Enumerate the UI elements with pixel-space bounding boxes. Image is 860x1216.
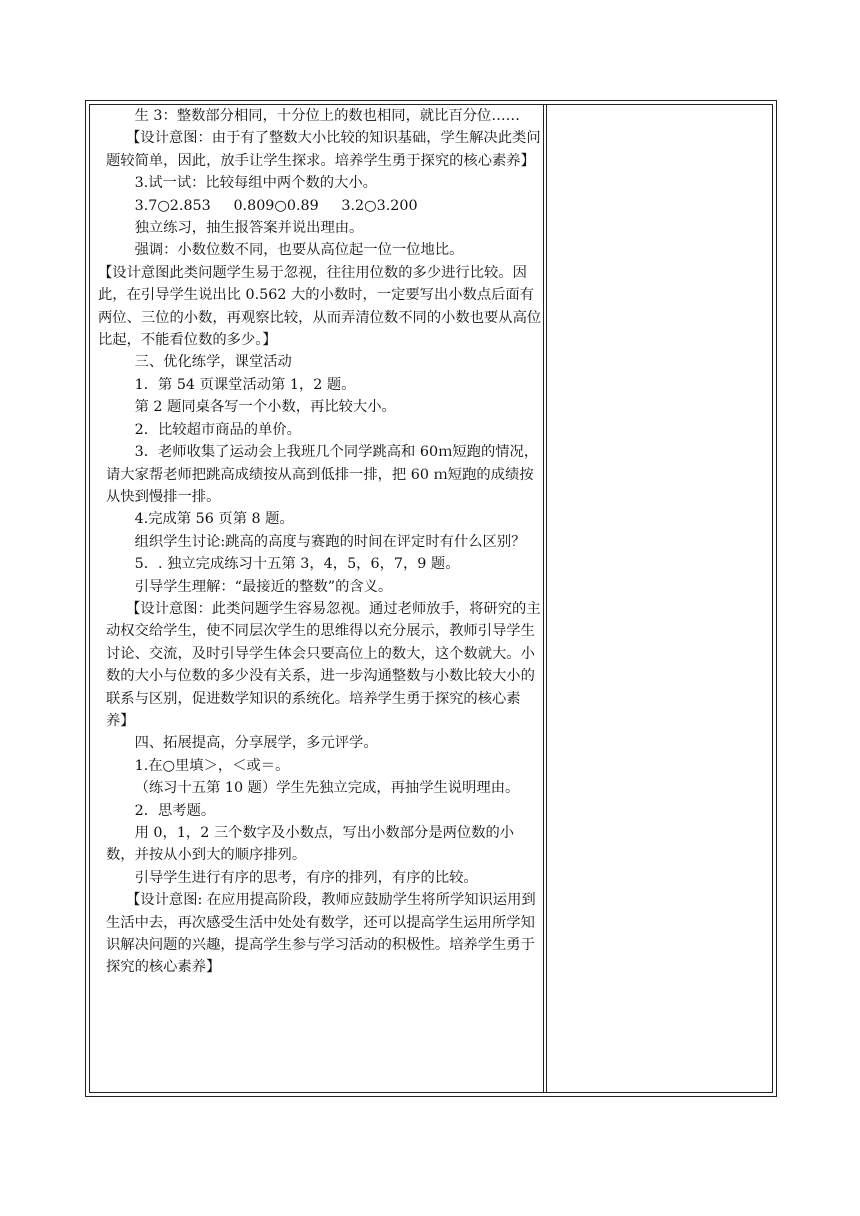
paragraph: 2．比较超市商品的单价。 (134, 421, 301, 438)
lesson-content-cell (98, 105, 542, 979)
paragraph: 1．第 54 页课堂活动第 1，2 题。 (134, 376, 356, 393)
paragraph: 引导学生进行有序的思考，有序的排列，有序的比较。 (134, 869, 478, 886)
paragraph: 【设计意图此类问题学生易于忽视，往往用位数的多少进行比较。因此，在引导学生说出比 0.562 大的小数时，一定要写出小数点后面有两位、三位的小数，再观察比较，从而弄清位数不同的小数也要从高位比起，不能看位数的多少。】 (98, 264, 542, 349)
paragraph: 组织学生讨论:跳高的高度与赛跑的时间在评定时有什么区别？ (134, 533, 526, 550)
paragraph: 独立练习，抽生报答案并说出理由。 (134, 220, 364, 237)
paragraph: 【设计意图：此类问题学生容易忽视。通过老师放手，将研究的主动权交给学生，使不同层次学生的思维得以充分展示，教师引导学生讨论、交流，及时引导学生体会只要高位上的数大，这个数就大。小数的大小与位数的多少没有关系，进一步沟通整数与小数比较大小的联系与区别，促进数学知识的系统化。培养学生勇于探究的核心素养】 (106, 600, 541, 729)
paragraph: 4.完成第 56 页第 8 题。 (134, 511, 294, 528)
paragraph: 生 3：整数部分相同，十分位上的数也相同，就比百分位…… (134, 108, 520, 124)
paragraph: 引导学生理解：“最接近的整数”的含义。 (134, 578, 393, 595)
paragraph: 1.在○里填＞，＜或＝。 (134, 757, 290, 774)
paragraph: 第 2 题同桌各写一个小数，再比较大小。 (134, 399, 396, 416)
lesson-table (85, 100, 777, 1097)
notes-cell (548, 104, 773, 1093)
paragraph: 2．思考题。 (134, 802, 216, 819)
paragraph: 强调：小数位数不同，也要从高位起一位一位地比。 (134, 242, 464, 259)
paragraph: 【设计意图：由于有了整数大小比较的知识基础，学生解决此类问题较简单，因此，放手让学生探求。培养学生勇于探究的核心素养】 (106, 130, 541, 169)
paragraph: 三、优化练学，课堂活动 (134, 354, 292, 371)
paragraph: （练习十五第 10 题）学生先独立完成，再抽学生说明理由。 (134, 780, 520, 797)
paragraph: 5．. 独立完成练习十五第 3，4，5，6，7，9 题。 (134, 556, 460, 573)
paragraph: 用 0，1，2 三个数字及小数点，写出小数部分是两位数的小数，并按从小到大的顺序排列。 (106, 825, 515, 864)
paragraph: 【设计意图: 在应用提高阶段，教师应鼓励学生将所学知识运用到生活中去，再次感受生活中处处有数学，还可以提高学生运用所学知识解决问题的兴趣，提高学生参与学习活动的积极性。培养学生勇于探究的核心素养】 (106, 892, 536, 976)
paragraph: 四、拓展提高，分享展学，多元评学。 (134, 735, 378, 752)
column-divider (543, 104, 547, 1093)
paragraph: 3．老师收集了运动会上我班几个同学跳高和 60ｍ短跑的情况，请大家帮老师把跳高成绩按从高到低排一排，把 60 ｍ短跑的成绩按从快到慢排一排。 (106, 444, 539, 505)
paragraph: 3.试一试：比较每组中两个数的大小。 (134, 175, 377, 192)
paragraph: 3.7○2.853 0.809○0.89 3.2○3.200 (134, 197, 418, 214)
